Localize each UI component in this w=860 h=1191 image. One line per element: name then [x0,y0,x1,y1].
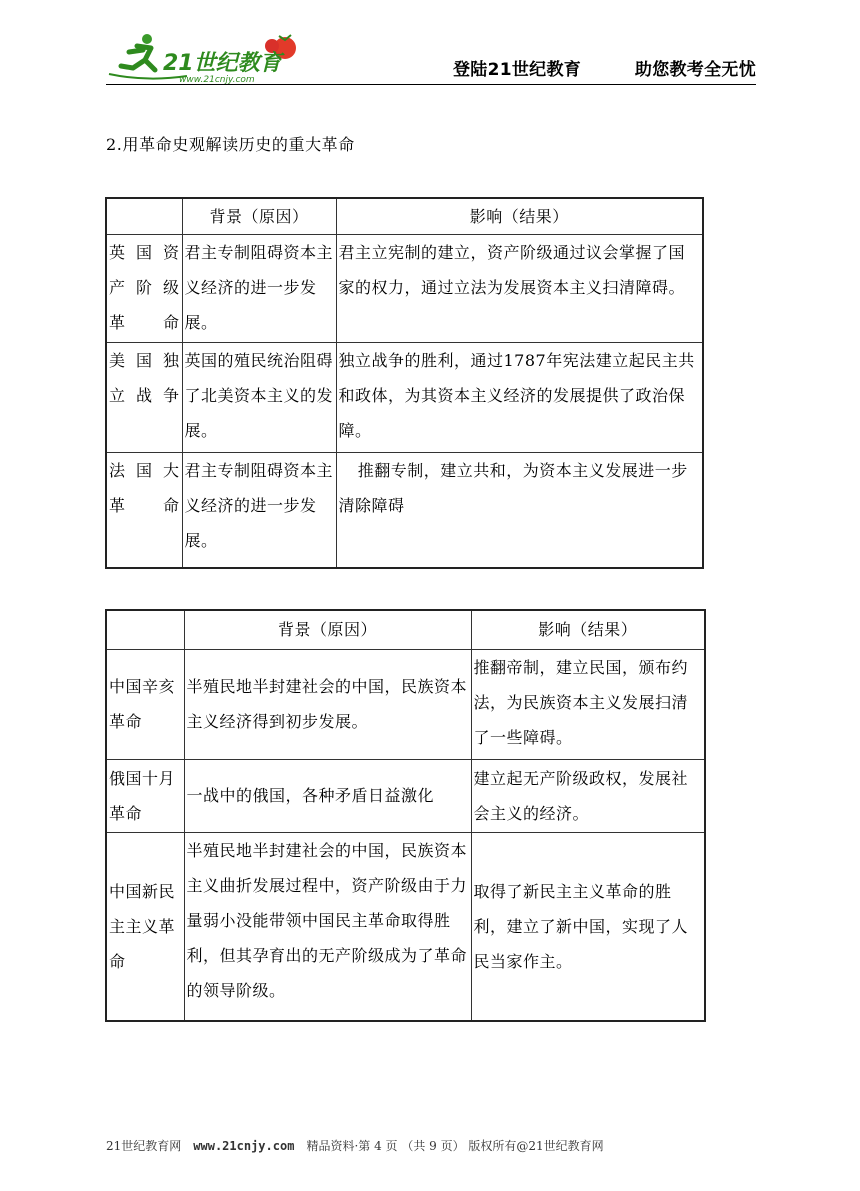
row-impact: 君主立宪制的建立，资产阶级通过议会掌握了国家的权力，通过立法为发展资本主义扫清障碍。 [336,235,703,343]
header-cell-impact: 影响（结果） [336,198,703,235]
row-name: 中国新民主主义革命 [106,832,184,1021]
row-name: 俄国十月革命 [106,759,184,832]
row-background: 英国的殖民统治阻碍了北美资本主义的发展。 [182,343,336,453]
slogan-left: 登陆21世纪教育 [453,60,582,80]
row-name: 中国辛亥革命 [106,649,184,759]
header-slogan [453,55,756,80]
section-title: 2.用革命史观解读历史的重大革命 [106,135,355,154]
table-row [106,235,703,343]
logo-url: www.21cnjy.com [179,75,255,85]
row-name: 英 国 资产 阶 级革命 [106,235,182,343]
footer-site-link[interactable]: www.21cnjy.com [193,1139,295,1153]
table-row [106,759,705,832]
header-cell-background: 背景（原因） [184,610,471,649]
slogan-right: 助您教考全无忧 [634,60,756,80]
header-cell-empty [106,610,184,649]
row-name: 法 国 大革命 [106,453,182,568]
header-cell-impact: 影响（结果） [471,610,705,649]
revolution-table-2 [105,609,706,1022]
table-header-row [106,198,703,235]
page-footer [106,1137,756,1154]
logo [107,30,307,85]
table-row [106,343,703,453]
row-impact: 取得了新民主主义革命的胜利，建立了新中国，实现了人民当家作主。 [471,832,705,1021]
row-impact: 建立起无产阶级政权，发展社会主义的经济。 [471,759,705,832]
revolution-table-1 [105,197,704,569]
header-cell-background: 背景（原因） [182,198,336,235]
footer-left: 21世纪教育网 [106,1139,182,1153]
row-background: 半殖民地半封建社会的中国，民族资本主义曲折发展过程中，资产阶级由于力量弱小没能带领中国民主革命取得胜利，但其孕育出的无产阶级成为了革命的领导阶级。 [184,832,471,1021]
table-header-row [106,610,705,649]
row-background: 君主专制阻碍资本主义经济的进一步发展。 [182,235,336,343]
table-row [106,649,705,759]
table-row [106,832,705,1021]
row-background: 君主专制阻碍资本主义经济的进一步发展。 [182,453,336,568]
row-background: 半殖民地半封建社会的中国，民族资本主义经济得到初步发展。 [184,649,471,759]
row-impact: 独立战争的胜利，通过1787年宪法建立起民主共和政体，为其资本主义经济的发展提供了政治保障。 [336,343,703,453]
header-cell-empty [106,198,182,235]
footer-right: 精品资料·第 4 页 （共 9 页） 版权所有@21世纪教育网 [306,1139,604,1153]
logo-text: 21世纪教育 [163,51,282,76]
row-impact: 推翻专制，建立共和，为资本主义发展进一步清除障碍 [336,453,703,568]
header-rule [106,84,756,85]
row-impact: 推翻帝制，建立民国，颁布约法，为民族资本主义发展扫清了一些障碍。 [471,649,705,759]
row-background: 一战中的俄国，各种矛盾日益激化 [184,759,471,832]
row-name: 美 国 独立战争 [106,343,182,453]
table-row [106,453,703,568]
